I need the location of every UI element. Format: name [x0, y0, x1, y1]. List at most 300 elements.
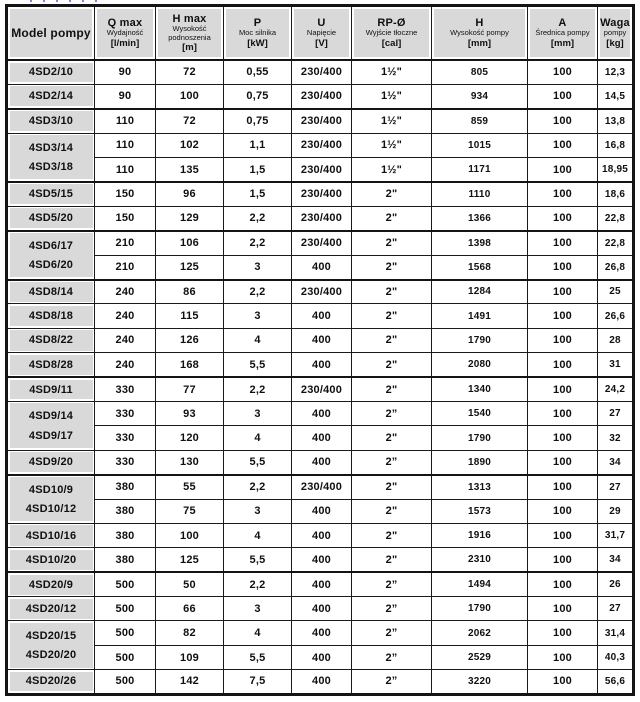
model-cell: [7, 84, 95, 108]
value-cell: 100: [528, 133, 598, 157]
value-cell: 22,8: [598, 206, 634, 230]
value-cell: 2,2: [224, 206, 292, 230]
model-label: 4SD10/16: [10, 525, 93, 545]
value-cell: 400: [292, 548, 352, 572]
table-row: [7, 280, 634, 304]
model-label: 4SD2/14: [10, 86, 93, 106]
value-cell: 2,2: [224, 377, 292, 401]
model-cell: [7, 548, 95, 572]
value-cell: 2": [352, 377, 432, 401]
value-cell: 2": [352, 255, 432, 279]
value-cell: 110: [95, 133, 156, 157]
value-cell: 400: [292, 670, 352, 694]
value-cell: 1916: [432, 523, 528, 547]
value-cell: 26: [598, 572, 634, 596]
value-cell: 400: [292, 597, 352, 621]
value-cell: 100: [528, 499, 598, 523]
value-cell: 100: [528, 84, 598, 108]
value-cell: 230/400: [292, 280, 352, 304]
model-cell: [7, 158, 95, 182]
model-cell: [7, 133, 95, 157]
model-label: 4SD8/22: [10, 330, 93, 350]
value-cell: 100: [528, 255, 598, 279]
value-cell: 77: [156, 377, 224, 401]
value-cell: 26,8: [598, 255, 634, 279]
value-cell: 3: [224, 401, 292, 425]
model-cell: [7, 109, 95, 133]
value-cell: 500: [95, 621, 156, 645]
table-row: [7, 499, 634, 523]
value-cell: 2”: [352, 597, 432, 621]
table-row: [7, 450, 634, 474]
column-header-2: [156, 6, 224, 61]
model-label: 4SD8/18: [10, 306, 93, 326]
clipped-text-fragment: [30, 0, 100, 2]
model-cell: [7, 255, 95, 279]
value-cell: 24,2: [598, 377, 634, 401]
value-cell: 72: [156, 109, 224, 133]
model-label: 4SD20/12: [10, 599, 93, 619]
value-cell: 100: [528, 182, 598, 206]
value-cell: 29: [598, 499, 634, 523]
value-cell: 100: [528, 475, 598, 499]
value-cell: 1398: [432, 231, 528, 255]
value-cell: 100: [528, 328, 598, 352]
model-cell: [7, 572, 95, 596]
value-cell: 130: [156, 450, 224, 474]
value-cell: 330: [95, 401, 156, 425]
column-header-chip: [294, 9, 349, 57]
value-cell: 150: [95, 182, 156, 206]
value-cell: 3: [224, 499, 292, 523]
column-title: U: [317, 17, 326, 30]
value-cell: 2": [352, 182, 432, 206]
column-header-5: [352, 6, 432, 61]
value-cell: 102: [156, 133, 224, 157]
model-label: 4SD6/20: [10, 255, 93, 277]
table-row: [7, 377, 634, 401]
value-cell: 100: [528, 670, 598, 694]
value-cell: 2,2: [224, 572, 292, 596]
value-cell: 100: [528, 304, 598, 328]
column-header-chip: [354, 9, 429, 57]
column-unit: [l/min]: [110, 37, 140, 49]
value-cell: 2": [352, 328, 432, 352]
value-cell: 400: [292, 426, 352, 450]
model-cell: [7, 523, 95, 547]
table-row: [7, 426, 634, 450]
value-cell: 230/400: [292, 133, 352, 157]
table-row: [7, 597, 634, 621]
model-cell: [7, 645, 95, 669]
column-header-chip: [226, 9, 289, 57]
value-cell: 27: [598, 597, 634, 621]
model-label: 4SD9/17: [10, 426, 93, 448]
model-label: 4SD20/26: [10, 672, 93, 691]
value-cell: 3: [224, 597, 292, 621]
value-cell: 3: [224, 255, 292, 279]
value-cell: 1790: [432, 597, 528, 621]
column-unit: [kg]: [606, 37, 624, 49]
value-cell: 1494: [432, 572, 528, 596]
column-header-chip: [97, 9, 153, 57]
value-cell: 400: [292, 401, 352, 425]
value-cell: 3: [224, 304, 292, 328]
value-cell: 120: [156, 426, 224, 450]
column-header-3: [224, 6, 292, 61]
value-cell: 230/400: [292, 377, 352, 401]
value-cell: 230/400: [292, 84, 352, 108]
value-cell: 1573: [432, 499, 528, 523]
value-cell: 100: [528, 645, 598, 669]
column-title: H max: [172, 13, 207, 25]
value-cell: 72: [156, 60, 224, 84]
column-title: Q max: [107, 17, 143, 30]
value-cell: 18,95: [598, 158, 634, 182]
column-header-6: [432, 6, 528, 61]
value-cell: 16,8: [598, 133, 634, 157]
value-cell: 2": [352, 231, 432, 255]
value-cell: 100: [528, 280, 598, 304]
value-cell: 4: [224, 426, 292, 450]
model-label: 4SD3/14: [10, 135, 93, 157]
model-cell: [7, 401, 95, 425]
value-cell: 380: [95, 548, 156, 572]
value-cell: 2,2: [224, 475, 292, 499]
value-cell: 0,75: [224, 84, 292, 108]
value-cell: 1,5: [224, 158, 292, 182]
column-header-0: [7, 6, 95, 61]
value-cell: 2": [352, 353, 432, 377]
column-unit: [mm]: [550, 37, 575, 49]
value-cell: 210: [95, 231, 156, 255]
value-cell: 100: [528, 621, 598, 645]
model-cell: [7, 499, 95, 523]
value-cell: 40,3: [598, 645, 634, 669]
column-subtitle: Napięcie: [306, 28, 337, 38]
value-cell: 1284: [432, 280, 528, 304]
value-cell: 12,3: [598, 60, 634, 84]
table-row: [7, 475, 634, 499]
value-cell: 7,5: [224, 670, 292, 694]
value-cell: 4: [224, 621, 292, 645]
value-cell: 240: [95, 328, 156, 352]
table-row: [7, 60, 634, 84]
value-cell: 34: [598, 450, 634, 474]
value-cell: 1015: [432, 133, 528, 157]
value-cell: 230/400: [292, 231, 352, 255]
model-label: 4SD8/28: [10, 355, 93, 375]
value-cell: 230/400: [292, 182, 352, 206]
value-cell: 400: [292, 304, 352, 328]
value-cell: 805: [432, 60, 528, 84]
value-cell: 1½": [352, 158, 432, 182]
value-cell: 400: [292, 645, 352, 669]
column-header-4: [292, 6, 352, 61]
value-cell: 400: [292, 572, 352, 596]
value-cell: 82: [156, 621, 224, 645]
model-cell: [7, 182, 95, 206]
model-cell: [7, 377, 95, 401]
model-label: 4SD5/15: [10, 184, 93, 204]
value-cell: 400: [292, 255, 352, 279]
value-cell: 150: [95, 206, 156, 230]
value-cell: 25: [598, 280, 634, 304]
value-cell: 2310: [432, 548, 528, 572]
value-cell: 934: [432, 84, 528, 108]
value-cell: 240: [95, 304, 156, 328]
value-cell: 100: [528, 231, 598, 255]
table-body: [7, 60, 634, 694]
value-cell: 86: [156, 280, 224, 304]
value-cell: 125: [156, 548, 224, 572]
value-cell: 100: [528, 158, 598, 182]
value-cell: 500: [95, 572, 156, 596]
model-label: 4SD3/10: [10, 111, 93, 131]
column-unit: [cal]: [381, 37, 402, 49]
column-subtitle: Średnica pompy: [535, 28, 590, 38]
value-cell: 1568: [432, 255, 528, 279]
table-row: [7, 84, 634, 108]
table-row: [7, 572, 634, 596]
column-title: H: [475, 17, 484, 30]
column-subtitle: Wydajność: [106, 28, 144, 38]
value-cell: 230/400: [292, 158, 352, 182]
value-cell: 380: [95, 523, 156, 547]
table-row: [7, 670, 634, 694]
value-cell: 100: [528, 60, 598, 84]
value-cell: 2": [352, 548, 432, 572]
value-cell: 109: [156, 645, 224, 669]
model-label: 4SD3/18: [10, 158, 93, 180]
value-cell: 100: [528, 377, 598, 401]
value-cell: 27: [598, 401, 634, 425]
value-cell: 22,8: [598, 231, 634, 255]
value-cell: 0,55: [224, 60, 292, 84]
value-cell: 110: [95, 109, 156, 133]
value-cell: 2": [352, 280, 432, 304]
value-cell: 32: [598, 426, 634, 450]
value-cell: 100: [528, 523, 598, 547]
value-cell: 1½": [352, 109, 432, 133]
value-cell: 2,2: [224, 280, 292, 304]
value-cell: 1540: [432, 401, 528, 425]
value-cell: 240: [95, 353, 156, 377]
value-cell: 126: [156, 328, 224, 352]
value-cell: 1491: [432, 304, 528, 328]
value-cell: 1340: [432, 377, 528, 401]
column-unit: [V]: [315, 37, 328, 49]
value-cell: 2”: [352, 572, 432, 596]
value-cell: 90: [95, 84, 156, 108]
model-cell: [7, 597, 95, 621]
pump-specification-table: [5, 4, 635, 696]
value-cell: 0,75: [224, 109, 292, 133]
value-cell: 330: [95, 426, 156, 450]
value-cell: 27: [598, 475, 634, 499]
value-cell: 100: [528, 109, 598, 133]
model-cell: [7, 621, 95, 645]
value-cell: 2": [352, 206, 432, 230]
column-header-chip: [10, 9, 92, 57]
value-cell: 31,7: [598, 523, 634, 547]
column-title: A: [558, 17, 567, 30]
value-cell: 26,6: [598, 304, 634, 328]
value-cell: 100: [156, 523, 224, 547]
value-cell: 2": [352, 523, 432, 547]
value-cell: 500: [95, 645, 156, 669]
value-cell: 1½": [352, 60, 432, 84]
table-row: [7, 158, 634, 182]
model-label: 4SD20/9: [10, 575, 93, 595]
value-cell: 1790: [432, 328, 528, 352]
value-cell: 380: [95, 475, 156, 499]
model-label: 4SD2/10: [10, 63, 93, 83]
value-cell: 2529: [432, 645, 528, 669]
column-header-chip: [530, 9, 595, 57]
value-cell: 4: [224, 328, 292, 352]
value-cell: 100: [528, 572, 598, 596]
value-cell: 100: [528, 401, 598, 425]
value-cell: 2”: [352, 450, 432, 474]
value-cell: 1,5: [224, 182, 292, 206]
value-cell: 1½": [352, 84, 432, 108]
column-title: RP-Ø: [377, 17, 406, 30]
value-cell: 230/400: [292, 475, 352, 499]
value-cell: 500: [95, 597, 156, 621]
model-cell: [7, 353, 95, 377]
value-cell: 2”: [352, 670, 432, 694]
value-cell: 2": [352, 499, 432, 523]
value-cell: 230/400: [292, 60, 352, 84]
column-title: Waga: [600, 17, 630, 30]
value-cell: 500: [95, 670, 156, 694]
value-cell: 100: [528, 353, 598, 377]
value-cell: 210: [95, 255, 156, 279]
value-cell: 2”: [352, 621, 432, 645]
value-cell: 13,8: [598, 109, 634, 133]
table-row: [7, 645, 634, 669]
value-cell: 31: [598, 353, 634, 377]
column-header-chip: [434, 9, 525, 57]
table-row: [7, 304, 634, 328]
table-row: [7, 523, 634, 547]
value-cell: 100: [528, 597, 598, 621]
value-cell: 1½": [352, 133, 432, 157]
table-row: [7, 353, 634, 377]
value-cell: 240: [95, 280, 156, 304]
value-cell: 31,4: [598, 621, 634, 645]
value-cell: 100: [528, 548, 598, 572]
column-unit: [kW]: [247, 37, 268, 49]
value-cell: 230/400: [292, 206, 352, 230]
model-cell: [7, 280, 95, 304]
value-cell: 168: [156, 353, 224, 377]
value-cell: 14,5: [598, 84, 634, 108]
column-subtitle: Moc silnika: [238, 28, 277, 38]
value-cell: 75: [156, 499, 224, 523]
table-row: [7, 621, 634, 645]
table-row: [7, 255, 634, 279]
value-cell: 1,1: [224, 133, 292, 157]
value-cell: 400: [292, 353, 352, 377]
model-cell: [7, 206, 95, 230]
value-cell: 18,6: [598, 182, 634, 206]
table-row: [7, 109, 634, 133]
value-cell: 125: [156, 255, 224, 279]
value-cell: 2,2: [224, 231, 292, 255]
value-cell: 115: [156, 304, 224, 328]
value-cell: 400: [292, 328, 352, 352]
table-row: [7, 328, 634, 352]
value-cell: 5,5: [224, 450, 292, 474]
column-title: Model pompy: [11, 26, 91, 40]
value-cell: 55: [156, 475, 224, 499]
column-subtitle: pompy: [603, 28, 627, 38]
value-cell: 110: [95, 158, 156, 182]
value-cell: 2080: [432, 353, 528, 377]
value-cell: 100: [528, 206, 598, 230]
value-cell: 96: [156, 182, 224, 206]
value-cell: 1110: [432, 182, 528, 206]
model-label: 4SD9/20: [10, 452, 93, 472]
model-cell: [7, 231, 95, 255]
value-cell: 5,5: [224, 548, 292, 572]
value-cell: 56,6: [598, 670, 634, 694]
value-cell: 2": [352, 426, 432, 450]
model-label: 4SD9/11: [10, 380, 93, 400]
value-cell: 1171: [432, 158, 528, 182]
table-row: [7, 401, 634, 425]
value-cell: 100: [156, 84, 224, 108]
model-label: 4SD5/20: [10, 208, 93, 228]
value-cell: 4: [224, 523, 292, 547]
table-header: [7, 6, 634, 61]
model-label: 4SD6/17: [10, 233, 93, 255]
value-cell: 129: [156, 206, 224, 230]
value-cell: 380: [95, 499, 156, 523]
model-cell: [7, 328, 95, 352]
value-cell: 2”: [352, 645, 432, 669]
value-cell: 1366: [432, 206, 528, 230]
table-row: [7, 182, 634, 206]
column-title: P: [253, 17, 262, 30]
value-cell: 1313: [432, 475, 528, 499]
model-label: 4SD8/14: [10, 282, 93, 302]
value-cell: 142: [156, 670, 224, 694]
model-cell: [7, 670, 95, 694]
column-header-1: [95, 6, 156, 61]
value-cell: 230/400: [292, 109, 352, 133]
column-subtitle: Wysokość podnoszenia: [168, 24, 211, 42]
model-label: 4SD10/12: [10, 499, 93, 521]
value-cell: 400: [292, 450, 352, 474]
value-cell: 5,5: [224, 645, 292, 669]
model-cell: [7, 450, 95, 474]
table-row: [7, 231, 634, 255]
value-cell: 2": [352, 475, 432, 499]
value-cell: 400: [292, 523, 352, 547]
value-cell: 3220: [432, 670, 528, 694]
model-cell: [7, 304, 95, 328]
value-cell: 1790: [432, 426, 528, 450]
value-cell: 2": [352, 304, 432, 328]
column-unit: [mm]: [467, 37, 492, 49]
column-subtitle: Wysokość pompy: [450, 28, 509, 38]
column-subtitle: Wyjście tłoczne: [365, 28, 418, 38]
value-cell: 330: [95, 450, 156, 474]
model-label: 4SD10/20: [10, 550, 93, 570]
